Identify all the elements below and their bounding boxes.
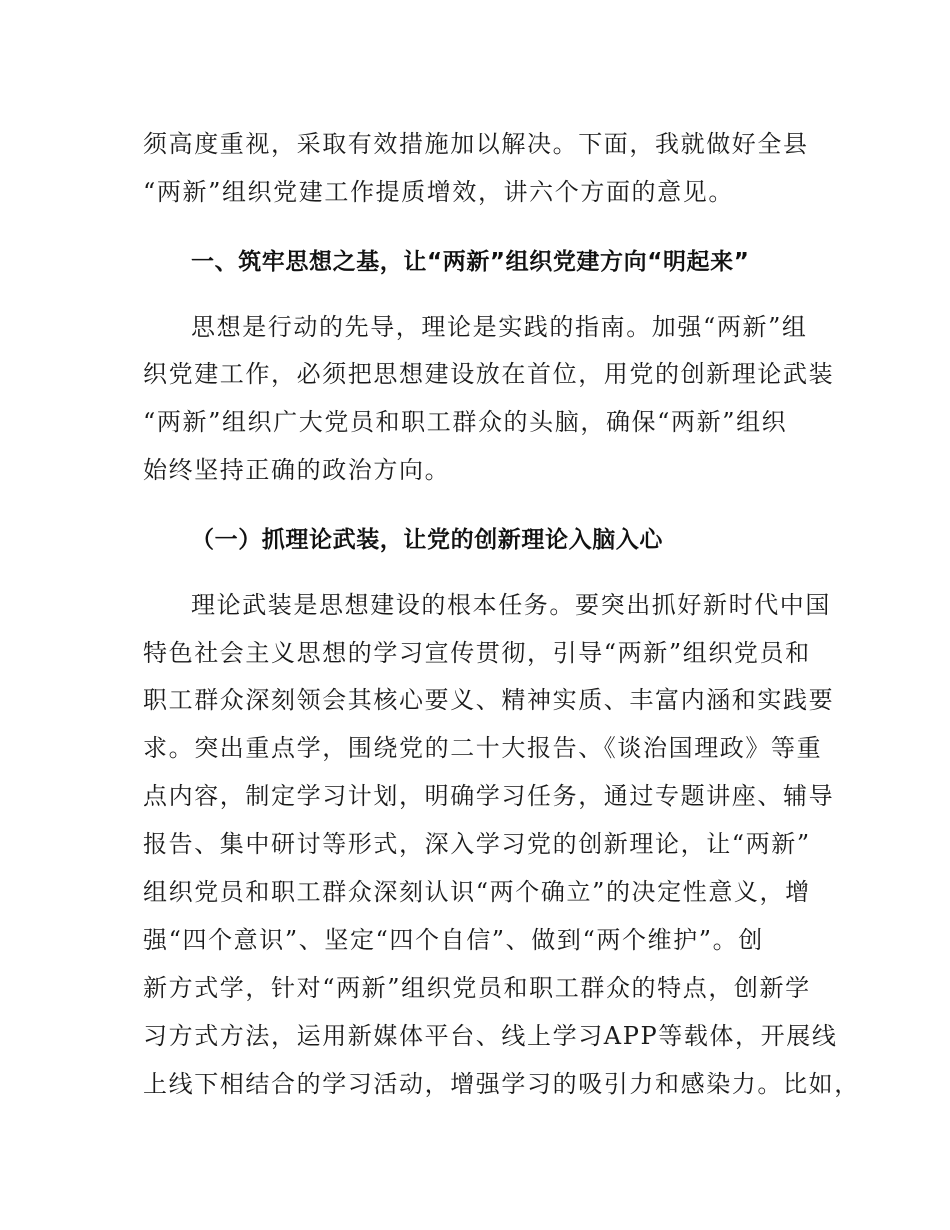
subsection-heading-1: （一）抓理论武装，让党的创新理论入脑入心	[191, 527, 663, 553]
paragraph-2-line-11: 上线下相结合的学习活动，增强学习的吸引力和感染力。比如，	[143, 1070, 860, 1098]
paragraph-2-line-3: 职工群众深刻领会其核心要义、精神实质、丰富内涵和实践要	[143, 686, 835, 714]
intro-line-1: 须高度重视，采取有效措施加以解决。下面，我就做好全县	[143, 130, 809, 158]
section-heading-1: 一、筑牢思想之基，让“两新”组织党建方向“明起来”	[191, 249, 750, 275]
paragraph-2-line-4: 求。突出重点学，围绕党的二十大报告、《谈治国理政》等重	[143, 734, 823, 762]
paragraph-2-line-6: 报告、集中研讨等形式，深入学习党的创新理论，让“两新”	[143, 830, 811, 858]
paragraph-1-line-3: “两新”组织广大党员和职工群众的头脑，确保“两新”组织	[143, 408, 788, 436]
paragraph-1-line-4: 始终坚持正确的政治方向。	[143, 456, 451, 484]
paragraph-2-line-8: 强“四个意识”、坚定“四个自信”、做到“两个维护”。创	[143, 926, 764, 954]
paragraph-2-line-10: 习方式方法，运用新媒体平台、线上学习APP等载体，开展线	[143, 1022, 838, 1050]
paragraph-2-line-9: 新方式学，针对“两新”组织党员和职工群众的特点，创新学	[143, 974, 811, 1002]
paragraph-2-line-2: 特色社会主义思想的学习宣传贯彻，引导“两新”组织党员和	[143, 639, 811, 667]
intro-line-2: “两新”组织党建工作提质增效，讲六个方面的意见。	[143, 178, 734, 206]
paragraph-2-line-7: 组织党员和职工群众深刻认识“两个确立”的决定性意义，增	[143, 878, 811, 906]
paragraph-2-line-5: 点内容，制定学习计划，明确学习任务，通过专题讲座、辅导	[143, 782, 835, 810]
paragraph-1-line-1: 思想是行动的先导，理论是实践的指南。加强“两新”组	[191, 313, 808, 341]
paragraph-1-line-2: 织党建工作，必须把思想建设放在首位，用党的创新理论武装	[143, 360, 835, 388]
paragraph-2-line-1: 理论武装是思想建设的根本任务。要突出抓好新时代中国	[191, 591, 831, 619]
